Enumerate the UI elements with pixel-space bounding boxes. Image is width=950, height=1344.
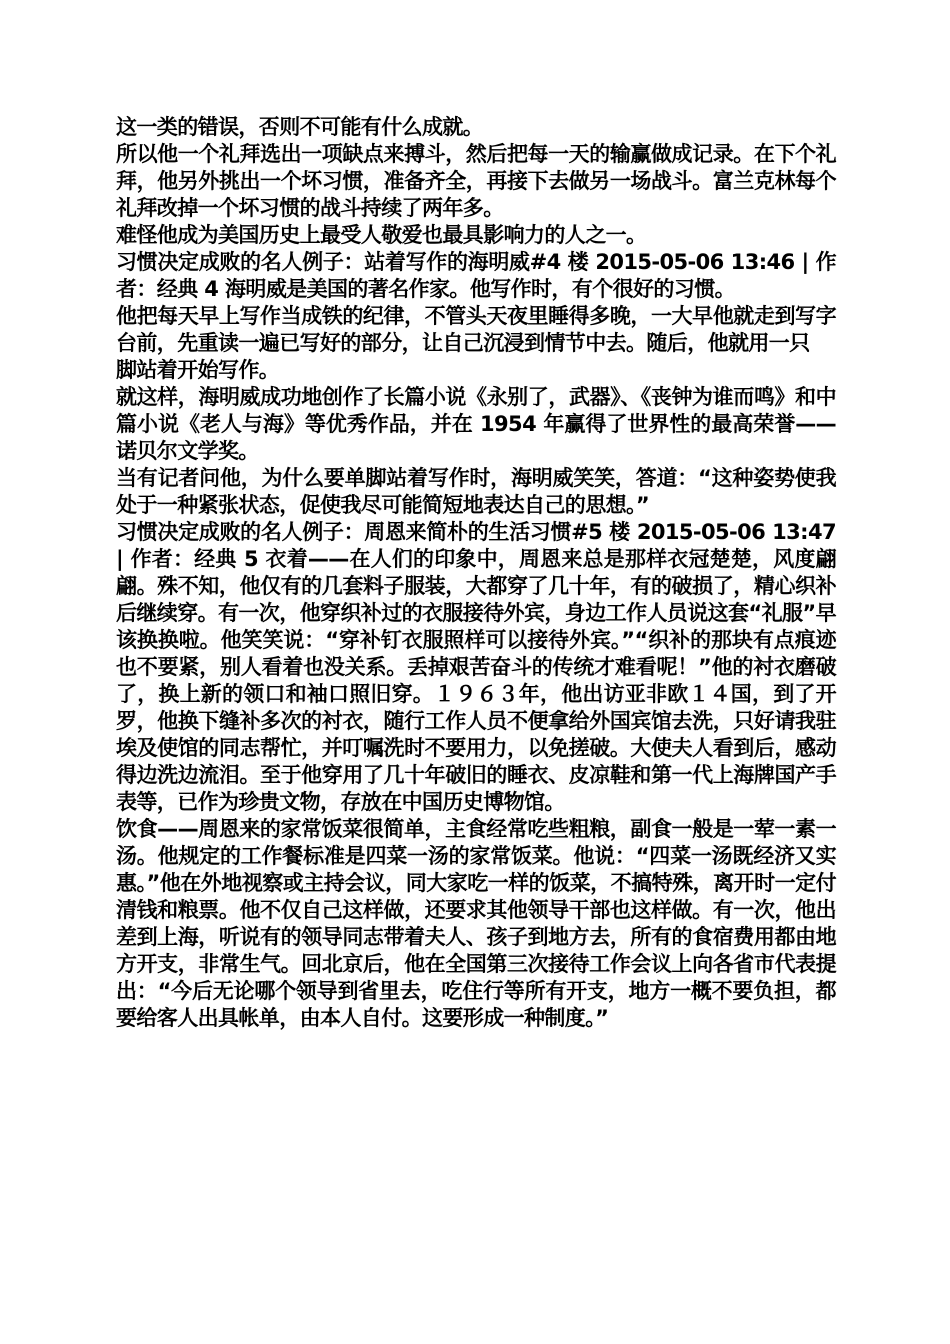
paragraph-2: 所以他一个礼拜选出一项缺点来搏斗，然后把每一天的输赢做成记录。在下个礼拜，他另外挑出一个坏习惯，准备齐全，再接下去做另一场战斗。富兰克林每个礼拜改掉一个坏习惯的战斗持续了两年多。 <box>116 142 836 220</box>
paragraph-7: 就这样，海明威成功地创作了长篇小说《永别了，武器》、《丧钟为谁而鸣》和中篇小说《老人与海》等优秀作品，并在 1954 年赢得了世界性的最高荣誉——诺贝尔文学奖。 <box>116 385 836 463</box>
paragraph-9-zhou-enlai-heading: 习惯决定成败的名人例子：周恩来简朴的生活习惯#5 楼 2015-05-06 13:47 | 作者：经典 5 衣着——在人们的印象中，周恩来总是那样衣冠楚楚，风度翩翩。殊不知，他仅有的几套料子服装，大都穿了几十年，有的破损了，精心织补后继续穿。有一次，他穿织补过的衣服接待外宾，身边工作人员说这套“礼服”早该换换啦。他笑笑说：“穿补钉衣服照样可以接待外宾。”“织补的那块有点痕迹也不要紧，别人看着也没关系。丢掉艰苦奋斗的传统才难看呢！”他的衬衣磨破了，换上新的领口和袖口照旧穿。１９６３年，他出访亚非欧１４国，到了开罗，他换下缝补多次的衬衣，随行工作人员不便拿给外国宾馆去洗，只好请我驻埃及使馆的同志帮忙，并叮嘱洗时不要用力，以免搓破。大使夫人看到后，感动得边洗边流泪。至于他穿用了几十年破旧的睡衣、皮凉鞋和第一代上海牌国产手表等，已作为珍贵文物，存放在中国历史博物馆。 <box>116 520 837 814</box>
paragraph-6: 脚站着开始写作。 <box>116 358 280 382</box>
paragraph-8: 当有记者问他，为什么要单脚站着写作时，海明威笑笑，答道：“这种姿势使我处于一种紧张状态，促使我尽可能简短地表达自己的思想。” <box>116 466 836 517</box>
paragraph-10: 饮食——周恩来的家常饭菜很简单，主食经常吃些粗粮，副食一般是一荤一素一汤。他规定的工作餐标准是四菜一汤的家常饭菜。他说：“四菜一汤既经济又实惠。”他在外地视察或主持会议，同大家吃一样的饭菜，不搞特殊，离开时一定付清钱和粮票。他不仅自己这样做，还要求其他领导干部也这样做。有一次，他出差到上海，听说有的领导同志带着夫人、孩子到地方去，所有的食宿费用都由地方开支，非常生气。回北京后，他在全国第三次接待工作会议上向各省市代表提出：“今后无论哪个领导到省里去，吃住行等所有开支，地方一概不要负担，都要给客人出具帐单，由本人自付。这要形成一种制度。” <box>116 817 836 1030</box>
document-page <box>116 114 836 1032</box>
paragraph-5: 他把每天早上写作当成铁的纪律，不管头天夜里睡得多晚，一大早他就走到写字台前，先重读一遍已写好的部分，让自己沉浸到情节中去。随后，他就用一只 <box>116 304 836 355</box>
paragraph-4-hemingway-heading: 习惯决定成败的名人例子：站着写作的海明威#4 楼 2015-05-06 13:46 | 作者：经典 4 海明威是美国的著名作家。他写作时，有个很好的习惯。 <box>116 250 836 301</box>
paragraph-1: 这一类的错误，否则不可能有什么成就。 <box>116 115 484 139</box>
paragraph-3: 难怪他成为美国历史上最受人敬爱也最具影响力的人之一。 <box>116 223 647 247</box>
